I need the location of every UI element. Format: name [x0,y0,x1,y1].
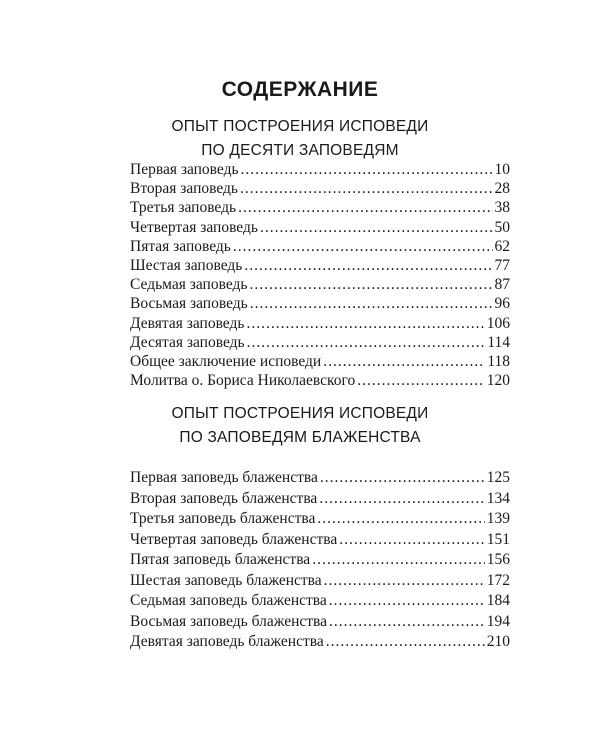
toc-entry-page-number: 10 [494,161,510,178]
toc-entry-label: Третья заповедь блаженства [130,510,316,527]
toc-dot-leader [233,237,493,256]
toc-entry-page-number: 139 [486,510,510,527]
toc-dot-leader [326,632,485,653]
toc-dot-leader [246,314,484,333]
section-heading-beatitudes [0,402,600,450]
toc-dot-leader [241,160,493,179]
toc-entry [130,632,510,653]
section-heading-line: ПО ДЕСЯТИ ЗАПОВЕДЯМ [201,142,399,159]
toc-entry-page-number: 62 [494,237,510,255]
toc-list-beatitudes [130,468,510,653]
toc-dot-leader [329,591,485,612]
toc-entry-label: Молитва о. Бориса Николаевского [130,372,356,390]
toc-dot-leader [324,571,485,592]
toc-dot-leader [240,179,493,198]
toc-entry-label: Восьмая заповедь [130,295,248,313]
section-heading-line: ОПЫТ ПОСТРОЕНИЯ ИСПОВЕДИ [171,405,429,422]
toc-entry [130,468,510,489]
section-heading-line: ОПЫТ ПОСТРОЕНИЯ ИСПОВЕДИ [171,118,429,135]
toc-entry [130,352,510,371]
toc-entry-page-number: 38 [494,199,510,217]
toc-entry [130,275,510,294]
toc-dot-leader [244,256,492,275]
toc-list-ten-commandments [130,160,510,390]
toc-entry-label: Шестая заповедь блаженства [130,571,322,589]
toc-entry-label: Третья заповедь [130,199,237,217]
toc-entry-page-number: 77 [494,256,510,274]
page-title: СОДЕРЖАНИЕ [221,78,379,102]
toc-dot-leader [357,371,485,390]
toc-dot-leader [247,333,486,352]
section-heading-line: ПО ЗАПОВЕДЯМ БЛАЖЕНСТВА [179,429,421,446]
toc-dot-leader [249,275,492,294]
toc-entry [130,294,510,313]
toc-entry-label: Четвертая заповедь [130,218,258,236]
toc-entry [130,571,510,592]
toc-dot-leader [250,294,493,313]
toc-entry-page-number: 125 [486,469,510,486]
toc-dot-leader [260,218,493,237]
toc-entry-label: Вторая заповедь блаженства [130,489,318,507]
toc-dot-leader [320,468,485,489]
toc-entry [130,530,510,551]
toc-entry-label: Седьмая заповедь [130,276,248,294]
toc-entry-page-number: 50 [494,218,510,236]
toc-entry-page-number: 151 [486,530,510,548]
toc-entry-label: Общее заключение исповеди [130,352,322,370]
section-heading-ten-commandments [0,115,600,163]
toc-entry [130,509,510,530]
toc-entry-page-number: 210 [486,633,510,650]
toc-dot-leader [323,352,485,371]
toc-entry [130,591,510,612]
toc-entry [130,550,510,571]
toc-entry-label: Четвертая заповедь блаженства [130,530,338,548]
toc-entry-page-number: 184 [486,592,510,609]
toc-entry-label: Восьмая заповедь блаженства [130,612,328,630]
toc-entry [130,198,510,217]
toc-dot-leader [312,550,485,571]
toc-entry-label: Вторая заповедь [130,180,238,198]
toc-entry [130,314,510,333]
toc-entry [130,256,510,275]
toc-entry [130,333,510,352]
toc-entry [130,160,510,179]
toc-entry-page-number: 118 [487,352,510,370]
toc-entry-page-number: 194 [486,612,510,630]
toc-dot-leader [319,489,484,510]
toc-entry-page-number: 96 [494,295,510,313]
toc-entry-page-number: 120 [486,372,510,390]
toc-entry [130,237,510,256]
toc-dot-leader [329,612,485,633]
toc-entry [130,371,510,390]
toc-entry [130,218,510,237]
toc-entry [130,489,510,510]
toc-entry-page-number: 134 [486,489,510,507]
toc-entry-page-number: 156 [486,551,510,568]
toc-dot-leader [339,530,485,551]
toc-entry [130,179,510,198]
toc-entry-label: Девятая заповедь блаженства [130,633,324,650]
toc-dot-leader [317,509,484,530]
toc-entry-label: Пятая заповедь [130,237,231,255]
toc-entry-page-number: 28 [494,180,510,198]
toc-entry-page-number: 106 [486,314,510,332]
toc-entry [130,612,510,633]
toc-entry-label: Пятая заповедь блаженства [130,551,311,568]
toc-entry-label: Девятая заповедь [130,314,245,332]
toc-entry-label: Седьмая заповедь блаженства [130,592,327,609]
toc-entry-page-number: 114 [487,333,510,351]
toc-entry-label: Десятая заповедь [130,333,245,351]
toc-dot-leader [238,198,492,217]
toc-entry-page-number: 87 [494,276,510,294]
toc-entry-page-number: 172 [486,571,510,589]
toc-entry-label: Первая заповедь блаженства [130,469,318,486]
toc-entry-label: Шестая заповедь [130,256,243,274]
toc-entry-label: Первая заповедь [130,161,239,178]
